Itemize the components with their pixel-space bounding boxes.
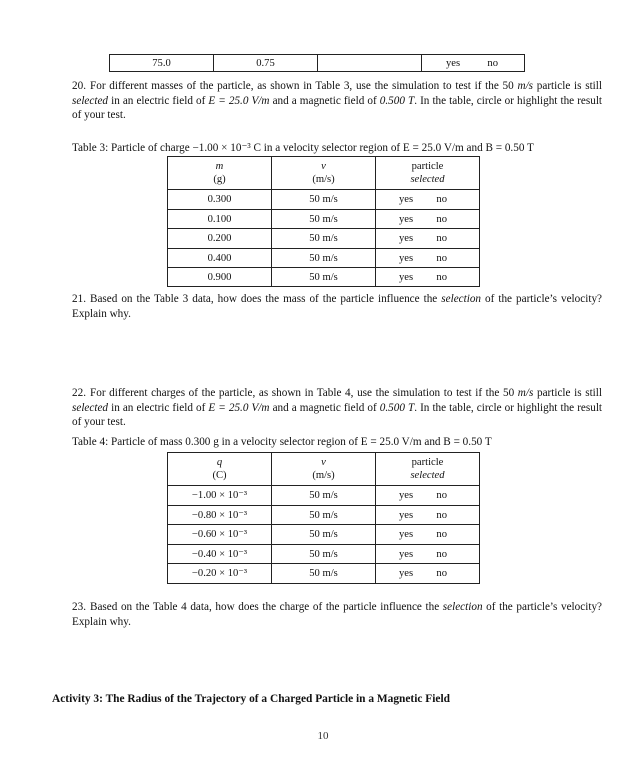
- velocity-cell: 50 m/s: [272, 506, 376, 525]
- yes-no-cell[interactable]: [422, 55, 525, 72]
- no-option[interactable]: no: [436, 568, 447, 579]
- table-row: [168, 545, 480, 564]
- table-row: [168, 210, 480, 229]
- charge-cell: −1.00 × 10⁻³: [168, 486, 272, 506]
- no-option[interactable]: no: [436, 194, 447, 205]
- charge-cell: −0.20 × 10⁻³: [168, 564, 272, 584]
- no-option[interactable]: no: [436, 490, 447, 501]
- column-header-velocity: v (m/s): [272, 453, 376, 486]
- table-row: [168, 190, 480, 210]
- mass-cell: 0.200: [168, 229, 272, 249]
- question-number: 23.: [72, 601, 86, 613]
- question-number: 20.: [72, 80, 86, 92]
- no-option[interactable]: no: [436, 213, 447, 225]
- yes-option[interactable]: yes: [399, 490, 414, 501]
- yes-option[interactable]: yes: [399, 194, 414, 205]
- velocity-cell: 50 m/s: [272, 486, 376, 506]
- velocity-cell: 50 m/s: [272, 268, 376, 287]
- no-option[interactable]: no: [487, 57, 498, 69]
- yes-no-cell[interactable]: [376, 525, 480, 545]
- mass-cell: 0.400: [168, 249, 272, 268]
- table-row: [168, 229, 480, 249]
- column-header-charge: q (C): [168, 453, 272, 486]
- no-option[interactable]: no: [436, 271, 447, 283]
- table-row: [168, 249, 480, 268]
- velocity-cell: 50 m/s: [272, 210, 376, 229]
- table-header-row: [168, 453, 480, 486]
- yes-option[interactable]: yes: [399, 233, 414, 244]
- table-header-row: [168, 157, 480, 190]
- yes-option[interactable]: yes: [399, 529, 414, 540]
- column-header-velocity: v (m/s): [272, 157, 376, 190]
- activity-heading: Activity 3: The Radius of the Trajectory of a Charged Particle in a Magnetic Field: [52, 693, 450, 705]
- table-4-caption: Table 4: Particle of mass 0.300 g in a velocity selector region of E = 25.0 V/m and B = 0.50 T: [72, 436, 492, 448]
- yes-option[interactable]: yes: [399, 509, 414, 521]
- previous-table-last-row: [109, 54, 525, 72]
- cell: 0.75: [214, 55, 318, 72]
- yes-no-cell[interactable]: [376, 486, 480, 506]
- question-22: 22. For different charges of the particle, as shown in Table 4, use the simulation to test if the 50 m/s particle is still selected in an electric field of E = 25.0 V/m and a magnetic field of 0.500 T. In the table, circle or highlight the result of your test.: [72, 387, 603, 429]
- charge-cell: −0.40 × 10⁻³: [168, 545, 272, 564]
- no-option[interactable]: no: [436, 548, 447, 560]
- question-21: 21. Based on the Table 3 data, how does the mass of the particle influence the selection of the particle’s velocity? Explain why.: [72, 293, 603, 320]
- page-number: 10: [317, 730, 329, 742]
- no-option[interactable]: no: [436, 233, 447, 244]
- column-header-mass: m (g): [168, 157, 272, 190]
- table-row: [168, 506, 480, 525]
- yes-option[interactable]: yes: [399, 252, 414, 264]
- yes-no-cell[interactable]: [376, 545, 480, 564]
- table-row: [168, 268, 480, 287]
- table-3-caption: Table 3: Particle of charge −1.00 × 10⁻³ C in a velocity selector region of E = 25.0 V/m and B = 0.50 T: [72, 142, 534, 154]
- question-20: 20. For different masses of the particle, as shown in Table 3, use the simulation to test if the 50 m/s particle is still selected in an electric field of E = 25.0 V/m and a magnetic field of 0.500 T. In the table, circle or highlight the result of your test.: [72, 80, 603, 122]
- mass-cell: 0.300: [168, 190, 272, 210]
- velocity-cell: 50 m/s: [272, 190, 376, 210]
- table-row: [168, 564, 480, 584]
- table-row: [168, 486, 480, 506]
- column-header-selected: particle selected: [376, 157, 480, 190]
- yes-option[interactable]: yes: [399, 568, 414, 579]
- yes-no-cell[interactable]: [376, 210, 480, 229]
- yes-no-cell[interactable]: [376, 268, 480, 287]
- question-23: 23. Based on the Table 4 data, how does the charge of the particle influence the selection of the particle’s velocity? Explain why.: [72, 601, 603, 628]
- yes-no-cell[interactable]: [376, 190, 480, 210]
- no-option[interactable]: no: [436, 509, 447, 521]
- velocity-cell: 50 m/s: [272, 525, 376, 545]
- cell: [318, 55, 422, 72]
- table-row: [168, 525, 480, 545]
- yes-no-cell[interactable]: [376, 229, 480, 249]
- yes-no-cell[interactable]: [376, 506, 480, 525]
- mass-cell: 0.100: [168, 210, 272, 229]
- no-option[interactable]: no: [436, 529, 447, 540]
- yes-no-cell[interactable]: [376, 249, 480, 268]
- table-3: [167, 156, 480, 287]
- yes-option[interactable]: yes: [399, 548, 414, 560]
- yes-option[interactable]: yes: [399, 213, 414, 225]
- velocity-cell: 50 m/s: [272, 564, 376, 584]
- velocity-cell: 50 m/s: [272, 229, 376, 249]
- question-number: 22.: [72, 387, 86, 399]
- no-option[interactable]: no: [436, 252, 447, 264]
- question-number: 21.: [72, 293, 86, 305]
- charge-cell: −0.80 × 10⁻³: [168, 506, 272, 525]
- table-4: [167, 452, 480, 584]
- yes-option[interactable]: yes: [399, 271, 414, 283]
- column-header-selected: particle selected: [376, 453, 480, 486]
- yes-no-cell[interactable]: [376, 564, 480, 584]
- velocity-cell: 50 m/s: [272, 545, 376, 564]
- mass-cell: 0.900: [168, 268, 272, 287]
- charge-cell: −0.60 × 10⁻³: [168, 525, 272, 545]
- cell: 75.0: [110, 55, 214, 72]
- yes-option[interactable]: yes: [446, 57, 461, 69]
- velocity-cell: 50 m/s: [272, 249, 376, 268]
